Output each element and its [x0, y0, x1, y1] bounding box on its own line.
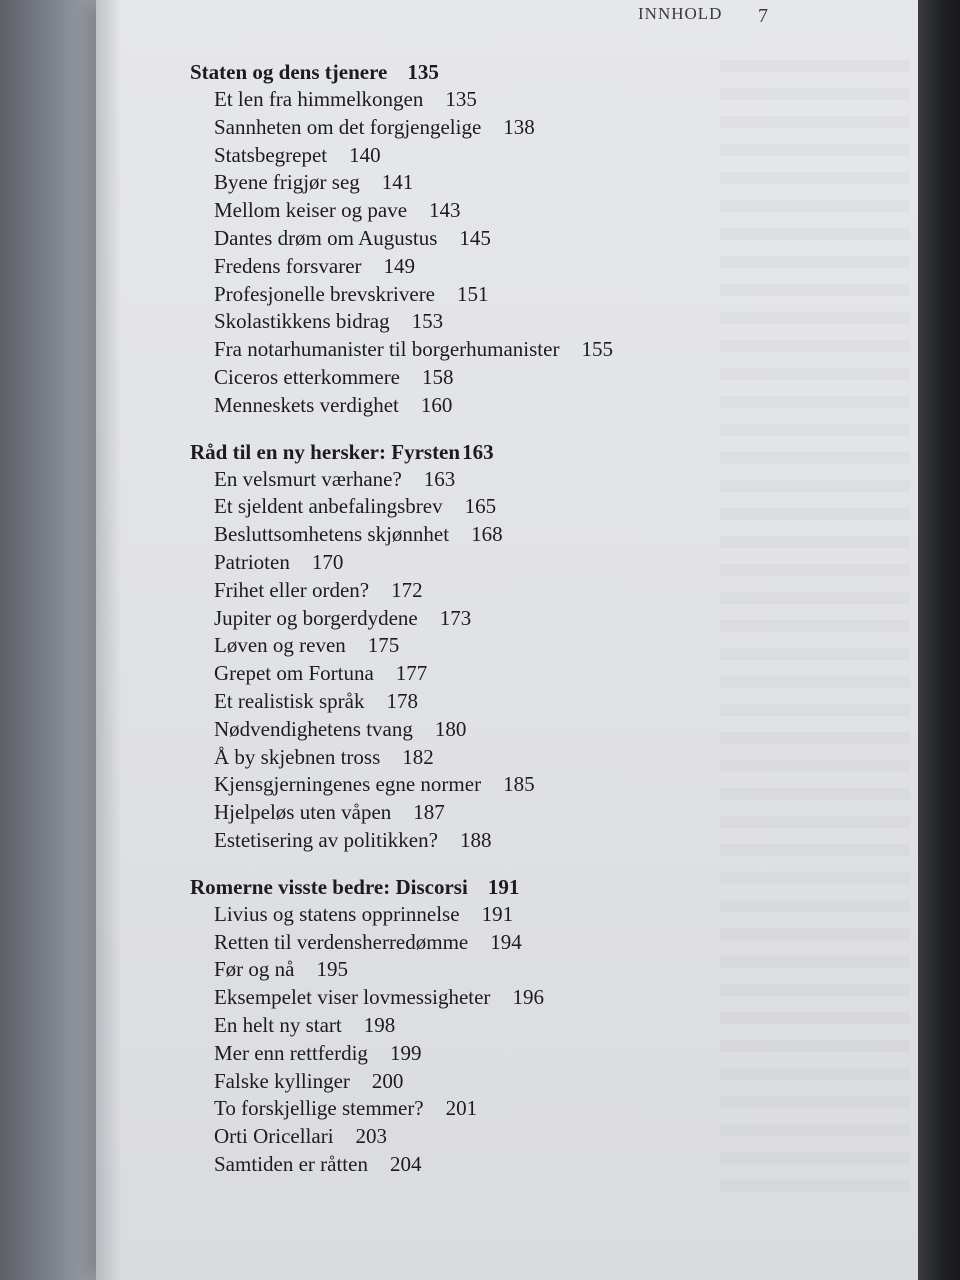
entry-title: Sannheten om det forgjengelige	[214, 114, 482, 139]
entry-page-number: 160	[420, 392, 453, 417]
entry-page-number: 187	[413, 800, 445, 825]
entry-page-number: 173	[439, 605, 472, 630]
entry-title: Menneskets verdighet	[214, 392, 399, 417]
toc-entry	[190, 771, 710, 799]
toc-entry	[190, 114, 710, 142]
toc-entry	[190, 493, 710, 521]
entry-page-number: 170	[311, 549, 344, 574]
section-title: Råd til en ny hersker: Fyrsten	[190, 439, 461, 464]
entry-page-number: 168	[471, 522, 503, 547]
entry-page-number: 172	[391, 577, 423, 602]
toc-entry	[190, 308, 710, 336]
entry-page-number: 204	[389, 1151, 422, 1176]
toc-entry	[190, 688, 710, 716]
toc-entry	[190, 392, 710, 420]
entry-page-number: 149	[383, 253, 416, 278]
toc-entry	[190, 660, 710, 688]
toc-entry	[190, 142, 710, 170]
entry-page-number: 177	[395, 661, 428, 686]
toc-section	[190, 438, 710, 855]
toc-entry	[190, 364, 710, 392]
toc-entry	[190, 716, 710, 744]
entry-title: En helt ny start	[214, 1012, 342, 1037]
toc-entry	[190, 577, 710, 605]
entry-title: Mellom keiser og pave	[214, 198, 408, 223]
entry-title: Statsbegrepet	[214, 142, 328, 167]
show-through-text	[720, 60, 910, 1200]
entry-page-number: 200	[371, 1068, 404, 1093]
entry-page-number: 185	[503, 772, 535, 797]
section-page-number: 163	[462, 439, 494, 464]
entry-title: Nødvendighetens tvang	[214, 716, 413, 741]
entry-title: Orti Oricellari	[214, 1124, 334, 1149]
entry-page-number: 191	[481, 901, 514, 926]
entry-page-number: 145	[459, 225, 491, 250]
section-title: Romerne visste bedre: Discorsi	[190, 874, 468, 899]
entry-page-number: 140	[349, 142, 381, 167]
entry-title: Fra notarhumanister til borgerhumanister	[214, 337, 560, 362]
entry-title: Patrioten	[214, 549, 290, 574]
section-heading	[190, 873, 710, 901]
entry-page-number: 203	[355, 1124, 388, 1149]
section-heading	[190, 438, 710, 466]
entry-page-number: 143	[429, 198, 461, 223]
toc-section	[190, 58, 710, 420]
entry-title: Løven og reven	[214, 633, 346, 658]
entry-title: Et sjeldent anbefalingsbrev	[214, 494, 443, 519]
entry-title: Livius og statens opprinnelse	[214, 901, 460, 926]
entry-page-number: 199	[389, 1040, 422, 1065]
entry-title: Profesjonelle brevskrivere	[214, 281, 436, 306]
entry-title: En velsmurt værhane?	[214, 466, 402, 491]
entry-title: Falske kyllinger	[214, 1068, 350, 1093]
entry-page-number: 163	[423, 466, 456, 491]
entry-page-number: 135	[445, 87, 477, 111]
toc-entry	[190, 281, 710, 309]
page-gutter-shade	[96, 0, 122, 1280]
section-page-number: 135	[407, 60, 439, 84]
section-title: Staten og dens tjenere	[190, 60, 388, 84]
entry-title: Retten til verdensherredømme	[214, 929, 469, 954]
toc-entry	[190, 984, 710, 1012]
header-page-number: 7	[758, 5, 769, 27]
section-heading	[190, 58, 710, 86]
entry-title: Estetisering av politikken?	[214, 827, 438, 852]
toc-entry	[190, 1012, 710, 1040]
entry-title: Mer enn rettferdig	[214, 1040, 368, 1065]
entry-title: Eksempelet viser lovmessigheter	[214, 985, 491, 1010]
entry-title: Kjensgjerningenes egne normer	[214, 772, 482, 797]
toc-entry	[190, 169, 710, 197]
toc-section	[190, 873, 710, 1179]
toc-entry	[190, 929, 710, 957]
entry-page-number: 151	[457, 281, 489, 306]
toc-entry	[190, 632, 710, 660]
entry-title: Frihet eller orden?	[214, 577, 370, 602]
toc-entry	[190, 956, 710, 984]
toc-entry	[190, 605, 710, 633]
toc-entry	[190, 521, 710, 549]
entry-page-number: 138	[503, 114, 535, 139]
entry-title: To forskjellige stemmer?	[214, 1096, 424, 1121]
toc-entry	[190, 197, 710, 225]
toc-entry	[190, 86, 710, 114]
entry-title: Besluttsomhetens skjønnhet	[214, 522, 450, 547]
entry-page-number: 188	[459, 827, 492, 852]
entry-page-number: 158	[422, 364, 454, 389]
toc-entry	[190, 1068, 710, 1096]
entry-page-number: 155	[581, 337, 613, 362]
page-edge-shadow	[918, 0, 960, 1280]
table-of-contents	[190, 58, 710, 1197]
entry-page-number: 153	[411, 309, 444, 334]
entry-title: Grepet om Fortuna	[214, 661, 374, 686]
entry-title: Et len fra himmelkongen	[214, 87, 424, 111]
entry-title: Å by skjebnen tross	[214, 744, 381, 769]
entry-title: Skolastikkens bidrag	[214, 309, 390, 334]
toc-entry	[190, 1095, 710, 1123]
toc-entry	[190, 799, 710, 827]
toc-entry	[190, 901, 710, 929]
entry-title: Fredens forsvarer	[214, 253, 362, 278]
entry-title: Hjelpeløs uten våpen	[214, 800, 392, 825]
toc-entry	[190, 1123, 710, 1151]
entry-page-number: 180	[434, 716, 467, 741]
entry-page-number: 195	[316, 957, 348, 982]
entry-title: Jupiter og borgerdydene	[214, 605, 418, 630]
header-title: INNHOLD	[638, 4, 723, 23]
entry-page-number: 201	[445, 1096, 478, 1121]
entry-title: Samtiden er råtten	[214, 1151, 368, 1176]
entry-page-number: 165	[464, 494, 497, 519]
entry-title: Dantes drøm om Augustus	[214, 225, 438, 250]
toc-entry	[190, 466, 710, 494]
toc-entry	[190, 549, 710, 577]
entry-title: Et realistisk språk	[214, 688, 365, 713]
toc-entry	[190, 225, 710, 253]
entry-page-number: 196	[512, 985, 544, 1010]
entry-page-number: 175	[367, 633, 400, 658]
toc-entry	[190, 1040, 710, 1068]
toc-entry	[190, 827, 710, 855]
toc-entry	[190, 253, 710, 281]
entry-title: Ciceros etterkommere	[214, 364, 401, 389]
toc-entry	[190, 1151, 710, 1179]
running-header	[638, 4, 769, 27]
section-page-number: 191	[487, 874, 520, 899]
entry-page-number: 198	[363, 1012, 396, 1037]
entry-title: Før og nå	[214, 957, 295, 982]
entry-page-number: 194	[490, 929, 522, 954]
toc-entry	[190, 336, 710, 364]
entry-page-number: 141	[381, 170, 414, 195]
entry-title: Byene frigjør seg	[214, 170, 360, 195]
entry-page-number: 182	[402, 744, 434, 769]
toc-entry	[190, 744, 710, 772]
entry-page-number: 178	[386, 688, 418, 713]
